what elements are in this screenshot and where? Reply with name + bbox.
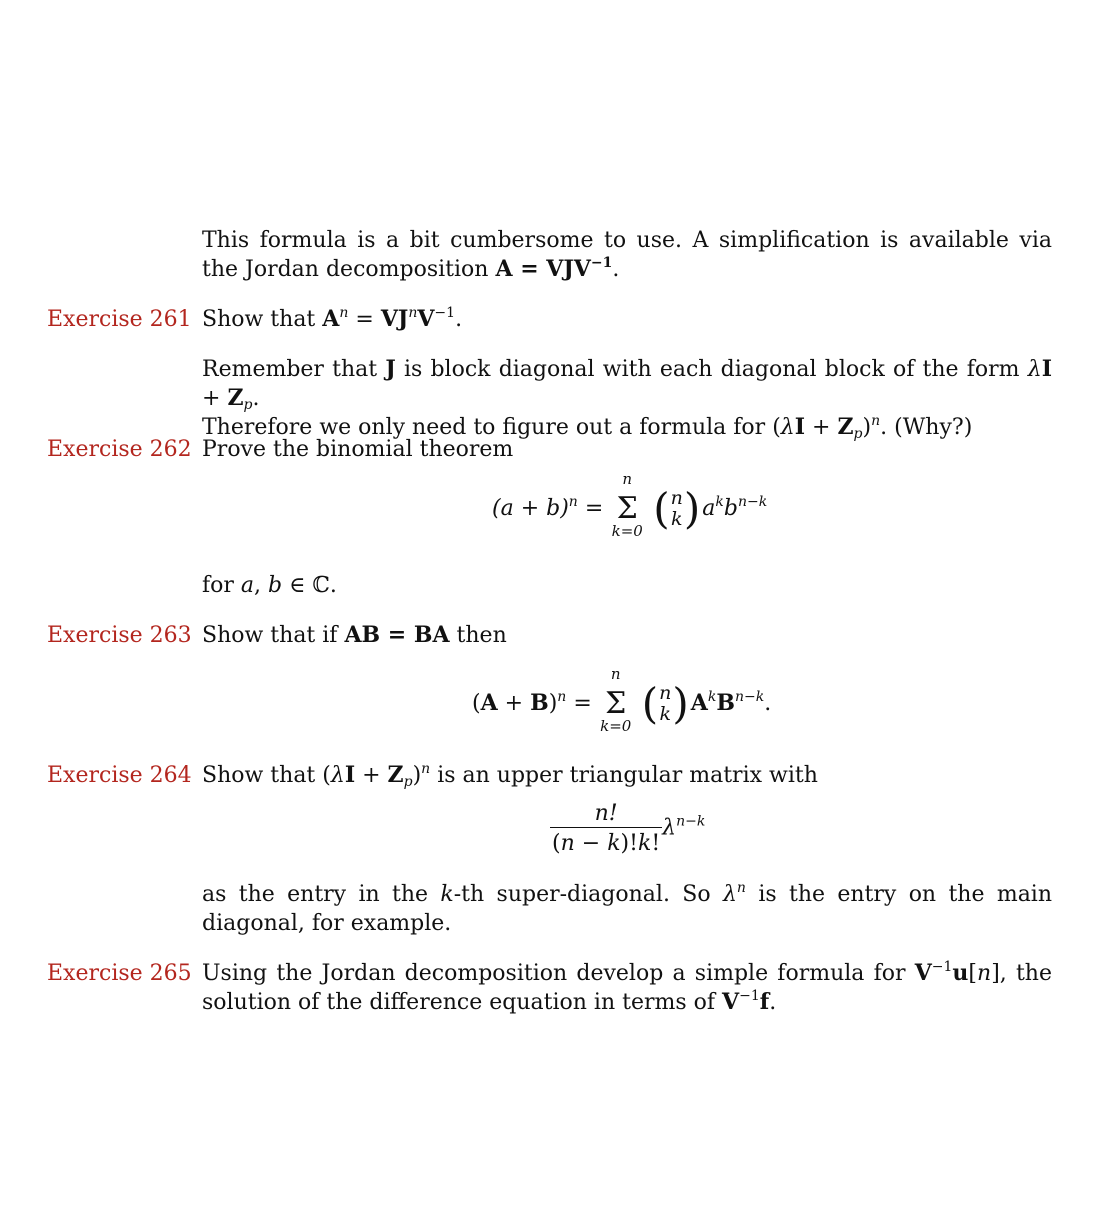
exercise-265-label: Exercise 265 xyxy=(47,961,192,986)
exercise-263-label: Exercise 263 xyxy=(47,623,192,648)
entry-formula: $\frac{n!}{(n - k)!k!}$ $\lambda^{n-k}$ xyxy=(552,801,706,856)
matrix-binomial-equation: $(A + B)^n$ = n Σ k=0 ( n k ) $A^kB^{n-k}$. xyxy=(472,665,772,735)
sum-sign: n Σ k=0 xyxy=(611,470,643,540)
exercise-261-label: Exercise 261 xyxy=(47,307,192,332)
exercise-265-text: Using the Jordan decomposition develop a simple formula for $V^{-1}u[n]$, the solution of the difference equation in terms of $V^{-1}f$. xyxy=(202,959,1052,1015)
exercise-262-after: for a, b ∈ ℂ. xyxy=(202,573,337,598)
exercise-261-text: Show that $A^n = VJ^nV^{-1}$. xyxy=(202,305,463,332)
exercise-264-text: Show that $(\lambda I + Z_p)^n$ is an upper triangular matrix with xyxy=(202,761,818,790)
binomial-coefficient: ( n k ) xyxy=(653,484,701,533)
sum-sign-2: n Σ k=0 xyxy=(600,665,632,735)
intro-text: This formula is a bit cumbersome to use. A simplification is available via the Jordan decomposition xyxy=(202,228,1052,282)
exercise-263-text: Show that if AB = BA then xyxy=(202,622,507,648)
exercise-264-label: Exercise 264 xyxy=(47,763,192,788)
binomial-coefficient-2: ( n k ) xyxy=(641,679,689,728)
fraction: $\frac{n!}{(n - k)!k!}$ xyxy=(552,801,661,856)
intro-paragraph: This formula is a bit cumbersome to use. A simplification is available via the Jordan decomposition $A = VJV^{-1}$. xyxy=(202,228,1052,282)
binomial-equation: $(a + b)^n$ = n Σ k=0 ( n k ) $a^kb^{n-k}$ xyxy=(492,470,768,540)
remember-paragraph: Remember that J is block diagonal with each diagonal block of the form $\lambda I + Z_p$. Therefore we only need to figure out a formula for $(\lambda I + Z_p)^n$. (Why?) xyxy=(202,356,1052,442)
exercise-264-after: as the entry in the k-th super-diagonal. So $\lambda^n$ is the entry on the main diagonal, for example. xyxy=(202,880,1053,936)
exercise-262-text: Prove the binomial theorem xyxy=(202,437,514,462)
exercise-262-label: Exercise 262 xyxy=(47,437,192,462)
